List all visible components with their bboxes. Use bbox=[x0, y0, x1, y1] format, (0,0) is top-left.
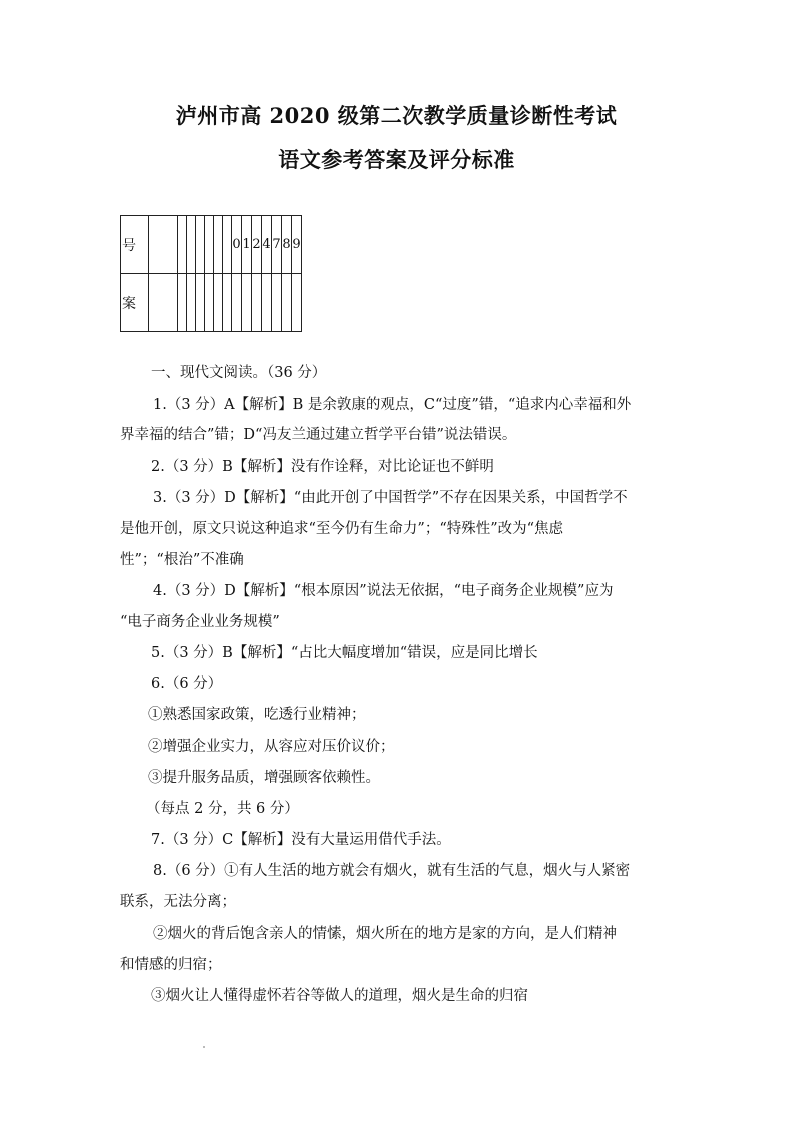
table-cell bbox=[223, 274, 232, 332]
answer-line: 和情感的归宿； bbox=[120, 957, 222, 973]
page-title: 泸州市高 2020 级第二次教学质量诊断性考试 bbox=[175, 103, 618, 128]
answer-line: 4.（3 分）D【解析】“根本原因”说法无依据，“电子商务企业规模”应为 bbox=[153, 583, 614, 599]
table-cell bbox=[232, 274, 242, 332]
table-cell bbox=[196, 216, 205, 274]
table-cell: 8 bbox=[282, 216, 292, 274]
section-heading: 一、现代文阅读。（36 分） bbox=[151, 365, 327, 381]
answer-table-row-answer bbox=[121, 274, 302, 332]
table-cell bbox=[282, 274, 292, 332]
table-cell bbox=[223, 216, 232, 274]
answer-line: “电子商务企业业务规模” bbox=[120, 614, 280, 630]
table-cell bbox=[272, 274, 282, 332]
table-cell: 4 bbox=[262, 216, 272, 274]
table-cell bbox=[292, 274, 302, 332]
table-cell bbox=[205, 216, 214, 274]
table-cell: 1 bbox=[242, 216, 252, 274]
table-cell bbox=[242, 274, 252, 332]
table-cell bbox=[178, 274, 187, 332]
table-cell: 7 bbox=[272, 216, 282, 274]
answer-table-row-number bbox=[121, 216, 302, 274]
table-cell bbox=[262, 274, 272, 332]
table-cell bbox=[187, 274, 196, 332]
answer-line: 1.（3 分）A【解析】B 是余敦康的观点，C“过度”错，“追求内心幸福和外 bbox=[153, 397, 632, 413]
answer-line: 8.（6 分）①有人生活的地方就会有烟火，就有生活的气息，烟火与人紧密 bbox=[153, 863, 631, 879]
answer-line: 是他开创，原文只说这种追求“至今仍有生命力”；“特殊性”改为“焦虑 bbox=[120, 521, 564, 537]
table-cell bbox=[178, 216, 187, 274]
table-cell: 0 bbox=[232, 216, 242, 274]
table-cell bbox=[187, 216, 196, 274]
table-cell bbox=[149, 216, 178, 274]
answer-line: 联系，无法分离； bbox=[120, 894, 236, 910]
answer-line: ③烟火让人懂得虚怀若谷等做人的道理，烟火是生命的归宿 bbox=[151, 988, 528, 1004]
answer-line: ②烟火的背后饱含亲人的情愫，烟火所在的地方是家的方向，是人们精神 bbox=[153, 926, 617, 942]
table-row-label: 号 bbox=[121, 216, 149, 274]
table-cell: 2 bbox=[252, 216, 262, 274]
table-cell bbox=[196, 274, 205, 332]
answer-line: 界幸福的结合”错；D“冯友兰通过建立哲学平台错”说法错误。 bbox=[120, 427, 517, 443]
table-cell bbox=[252, 274, 262, 332]
table-cell: 9 bbox=[292, 216, 302, 274]
table-cell bbox=[149, 274, 178, 332]
table-cell bbox=[205, 274, 214, 332]
table-row-label: 案 bbox=[121, 274, 149, 332]
page-mark bbox=[203, 1046, 205, 1048]
answer-line: 5.（3 分）B【解析】“占比大幅度增加“错误，应是同比增长 bbox=[151, 645, 538, 661]
answer-line: 6.（6 分） bbox=[151, 676, 223, 692]
page-subtitle: 语文参考答案及评分标准 bbox=[278, 147, 515, 172]
answer-line: ③提升服务品质，增强顾客依赖性。 bbox=[148, 770, 380, 786]
table-cell bbox=[214, 274, 223, 332]
answer-line: ①熟悉国家政策，吃透行业精神； bbox=[148, 707, 366, 723]
answer-line: 性”；“根治”不准确 bbox=[120, 552, 244, 568]
answer-line: 3.（3 分）D【解析】“由此开创了中国哲学”不存在因果关系，中国哲学不 bbox=[153, 490, 628, 506]
answer-line: （每点 2 分，共 6 分） bbox=[146, 801, 299, 817]
answer-table bbox=[120, 215, 302, 332]
answer-line: ②增强企业实力，从容应对压价议价； bbox=[148, 739, 395, 755]
table-cell bbox=[214, 216, 223, 274]
answer-line: 7.（3 分）C【解析】没有大量运用借代手法。 bbox=[151, 832, 451, 848]
answer-line: 2.（3 分）B【解析】没有作诠释，对比论证也不鲜明 bbox=[151, 459, 494, 475]
